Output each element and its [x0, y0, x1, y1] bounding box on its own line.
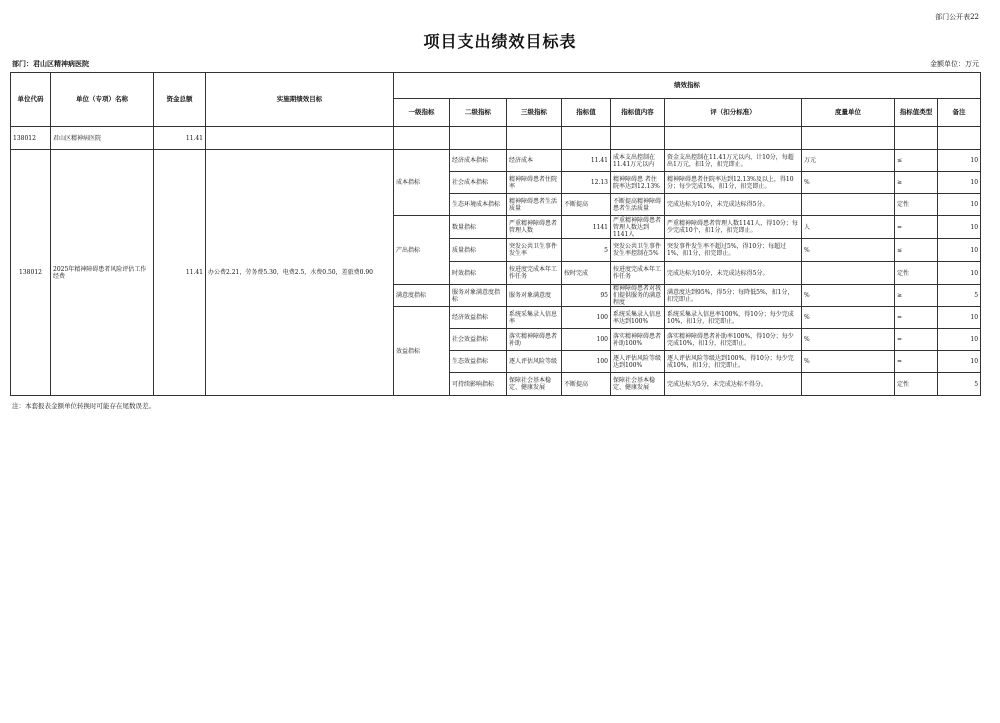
header-row-1 [11, 73, 981, 99]
level3-cell: 经济成本 [507, 150, 562, 172]
level3-cell: 保障社会基本稳定、健康发展 [507, 373, 562, 396]
content-cell: 保障社会基本稳定、健康发展 [611, 373, 665, 396]
level2-cell: 服务对象满意度指标 [450, 285, 507, 307]
header-goal: 实施期绩效目标 [206, 73, 394, 127]
level1-output: 产出指标 [394, 216, 450, 285]
measure-unit-cell: % [802, 172, 895, 194]
measure-unit-cell: 人 [802, 216, 895, 239]
measure-unit-cell: % [802, 329, 895, 351]
header-level1: 一级指标 [394, 99, 450, 127]
scoring-cell: 逐人评估风险等级达到100%，得10分；每少完成10%，扣1分，扣完即止。 [665, 351, 802, 373]
value-type-cell: = [895, 216, 938, 239]
summary-name: 君山区精神病医院 [51, 127, 154, 150]
level1-satisfaction: 满意度指标 [394, 285, 450, 307]
header-measure-unit: 度量单位 [802, 99, 895, 127]
level2-cell: 时效指标 [450, 262, 507, 285]
value-type-cell: ≥ [895, 172, 938, 194]
remark-cell: 5 [938, 285, 981, 307]
value-cell: 按时完成 [562, 262, 611, 285]
summary-code: 138012 [11, 127, 51, 150]
table-row [11, 150, 981, 172]
scoring-cell: 资金支出控制在11.41万元以内，计10分，每超出1万元，扣1分，扣完即止。 [665, 150, 802, 172]
scoring-cell: 精神障碍患者住院率达到12.13%及以上，得10分；每少完成1%，扣1分，扣完即止。 [665, 172, 802, 194]
table-number-label: 部门公开表22 [935, 13, 979, 21]
level3-cell: 突发公共卫生事件发生率 [507, 239, 562, 262]
level3-cell: 逐人评估风险等级 [507, 351, 562, 373]
value-cell: 不断提高 [562, 194, 611, 216]
content-cell: 突发公共卫生事件发生率控制在5% [611, 239, 665, 262]
level2-cell: 生态环境成本指标 [450, 194, 507, 216]
department-label: 部门：君山区精神病医院 [12, 59, 89, 68]
page-title: 项目支出绩效目标表 [423, 32, 577, 51]
measure-unit-cell [802, 194, 895, 216]
header-scoring: 评（扣分标准） [665, 99, 802, 127]
value-cell: 12.13 [562, 172, 611, 194]
level2-cell: 生态效益指标 [450, 351, 507, 373]
level3-cell: 精神障碍患者生活质量 [507, 194, 562, 216]
scoring-cell: 突发事件发生率不超过5%，得10分；每超过1%，扣1分，扣完即止。 [665, 239, 802, 262]
level2-cell: 可持续影响指标 [450, 373, 507, 396]
measure-unit-cell [802, 262, 895, 285]
level1-cost: 成本指标 [394, 150, 450, 216]
measure-unit-cell: % [802, 239, 895, 262]
header-value-type: 指标值类型 [895, 99, 938, 127]
value-type-cell: = [895, 351, 938, 373]
value-type-cell: = [895, 307, 938, 329]
header-unit-name: 单位（专项）名称 [51, 73, 154, 127]
scoring-cell: 系统采集录入信息率100%，得10分；每少完成10%，扣1分，扣完即止。 [665, 307, 802, 329]
footnote: 注：本套报表金额单位转换时可能存在尾数误差。 [12, 402, 155, 410]
header-total-funds: 资金总额 [154, 73, 206, 127]
remark-cell: 10 [938, 172, 981, 194]
project-goal: 办公费2.21，劳务费5.30，电费2.5，水费0.50，差旅费0.90 [206, 150, 394, 396]
scoring-cell: 落实精神障碍患者补助率100%，得10分；每少完成10%，扣1分，扣完即止。 [665, 329, 802, 351]
content-cell: 成本支出控制在11.41万元以内 [611, 150, 665, 172]
value-type-cell: 定性 [895, 194, 938, 216]
level3-cell: 落实精神障碍患者补助 [507, 329, 562, 351]
header-content: 指标值内容 [611, 99, 665, 127]
content-cell: 落实精神障碍患者补助100% [611, 329, 665, 351]
level2-cell: 社会效益指标 [450, 329, 507, 351]
content-cell: 逐人评估风险等级达到100% [611, 351, 665, 373]
value-cell: 不断提高 [562, 373, 611, 396]
level1-benefit: 效益指标 [394, 307, 450, 396]
content-cell: 精神障碍患 者住院率达到12.13% [611, 172, 665, 194]
level3-cell: 严重精神障碍患者管理人数 [507, 216, 562, 239]
value-type-cell: = [895, 329, 938, 351]
value-type-cell: ≥ [895, 285, 938, 307]
value-cell: 1141 [562, 216, 611, 239]
amount-unit-label: 金额单位：万元 [930, 60, 979, 68]
level2-cell: 数量指标 [450, 216, 507, 239]
value-cell: 11.41 [562, 150, 611, 172]
content-cell: 精神障碍患者对我们提供服务的满意程度 [611, 285, 665, 307]
project-amount: 11.41 [154, 150, 206, 396]
header-indicators: 绩效指标 [394, 73, 981, 99]
summary-row [11, 127, 981, 150]
header-unit-code: 单位代码 [11, 73, 51, 127]
content-cell: 不断提高精神障碍患者生活质量 [611, 194, 665, 216]
content-cell: 严重精神障碍患者管理人数达到1141人 [611, 216, 665, 239]
scoring-cell: 满意度达到95%，得5分；每降低5%，扣1分，扣完即止。 [665, 285, 802, 307]
measure-unit-cell: % [802, 307, 895, 329]
scoring-cell: 严重精神障碍患者管理人数1141人，得10分；每少完成10个，扣1分，扣完即止。 [665, 216, 802, 239]
level2-cell: 经济效益指标 [450, 307, 507, 329]
remark-cell: 10 [938, 216, 981, 239]
remark-cell: 10 [938, 239, 981, 262]
level3-cell: 服务对象满意度 [507, 285, 562, 307]
remark-cell: 10 [938, 351, 981, 373]
measure-unit-cell [802, 373, 895, 396]
level2-cell: 经济成本指标 [450, 150, 507, 172]
remark-cell: 10 [938, 262, 981, 285]
value-cell: 95 [562, 285, 611, 307]
measure-unit-cell: 万元 [802, 150, 895, 172]
level2-cell: 社会成本指标 [450, 172, 507, 194]
measure-unit-cell: % [802, 351, 895, 373]
project-name: 2025年精神障碍患者风险评估工作经费 [51, 150, 154, 396]
remark-cell: 5 [938, 373, 981, 396]
measure-unit-cell: % [802, 285, 895, 307]
header-remark: 备注 [938, 99, 981, 127]
level3-cell: 按进度完成本年工作任务 [507, 262, 562, 285]
header-level2: 二级指标 [450, 99, 507, 127]
remark-cell: 10 [938, 150, 981, 172]
summary-amount: 11.41 [154, 127, 206, 150]
remark-cell: 10 [938, 307, 981, 329]
content-cell: 系统采集录入信息率达到100% [611, 307, 665, 329]
value-cell: 100 [562, 307, 611, 329]
scoring-cell: 完成达标为10分，未完成达标得5分。 [665, 262, 802, 285]
value-cell: 5 [562, 239, 611, 262]
value-type-cell: 定性 [895, 262, 938, 285]
performance-goals-table [10, 72, 981, 396]
value-type-cell: ≤ [895, 150, 938, 172]
remark-cell: 10 [938, 194, 981, 216]
content-cell: 按进度完成本年工作任务 [611, 262, 665, 285]
value-cell: 100 [562, 351, 611, 373]
scoring-cell: 完成达标为10分，未完成达标得5分。 [665, 194, 802, 216]
header-level3: 三级指标 [507, 99, 562, 127]
value-cell: 100 [562, 329, 611, 351]
level3-cell: 系统采集录入信息率 [507, 307, 562, 329]
level2-cell: 质量指标 [450, 239, 507, 262]
value-type-cell: ≤ [895, 239, 938, 262]
value-type-cell: 定性 [895, 373, 938, 396]
header-value: 指标值 [562, 99, 611, 127]
level3-cell: 精神障碍患者住院率 [507, 172, 562, 194]
remark-cell: 10 [938, 329, 981, 351]
project-code: 138012 [11, 150, 51, 396]
scoring-cell: 完成达标为5分，未完成达标不得分。 [665, 373, 802, 396]
